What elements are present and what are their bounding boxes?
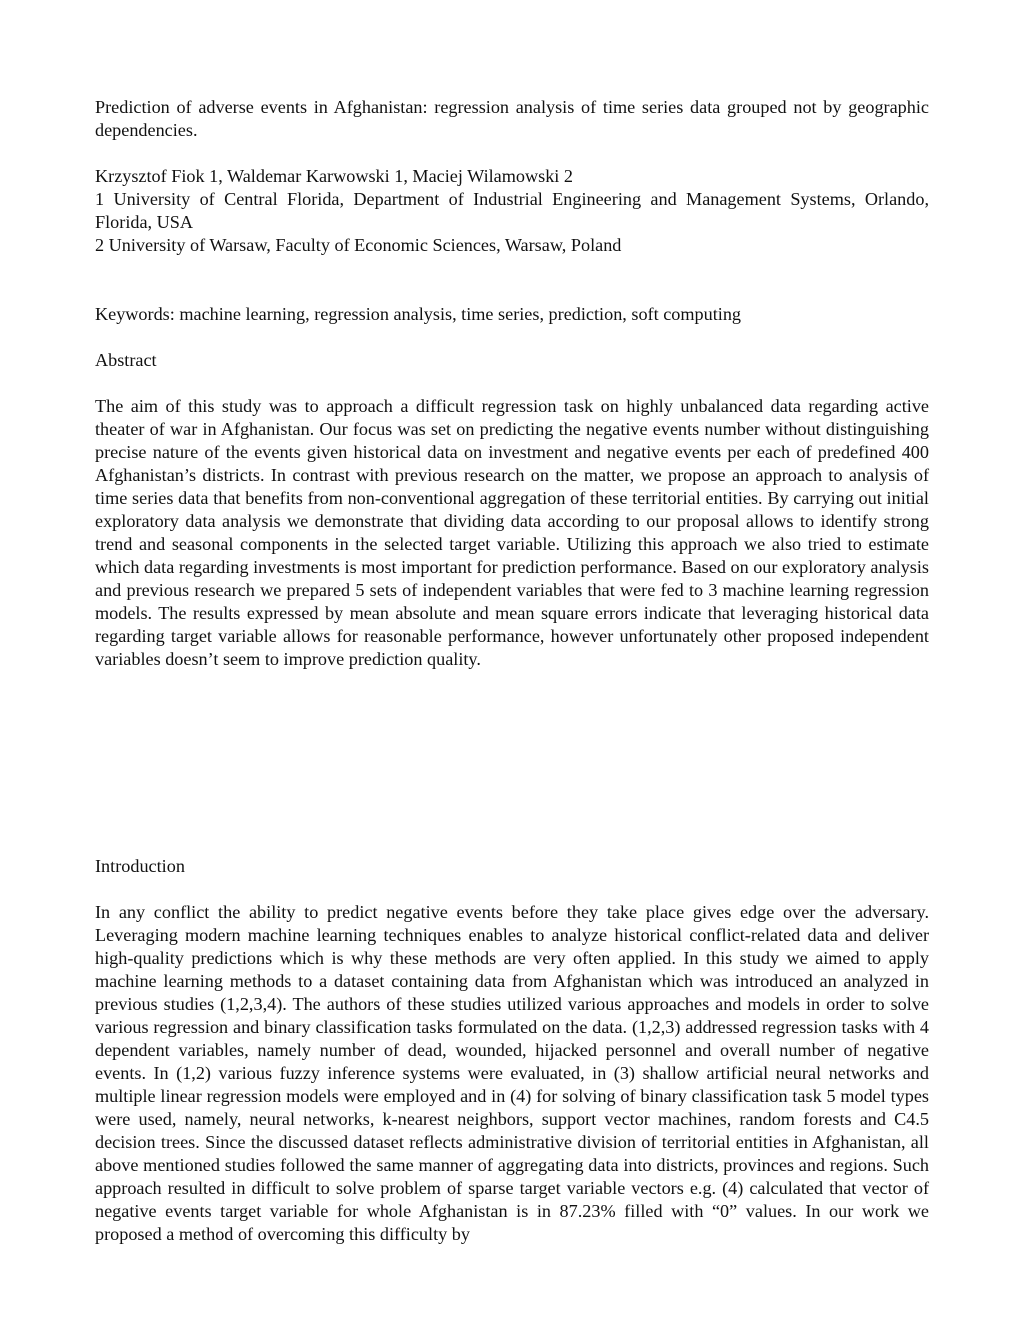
spacer	[95, 878, 929, 901]
paper-title: Prediction of adverse events in Afghanistan: regression analysis of time series data grouped not by geographic dependencies.	[95, 97, 929, 140]
spacer	[95, 326, 929, 349]
abstract-heading: Abstract	[95, 350, 157, 370]
spacer	[95, 372, 929, 395]
author-list: Krzysztof Fiok 1, Waldemar Karwowski 1, Maciej Wilamowski 2	[95, 166, 573, 186]
spacer	[95, 763, 929, 855]
affiliation-1: 1 University of Central Florida, Department of Industrial Engineering and Management Systems, Orlando, Florida, USA	[95, 189, 929, 232]
affiliation-2: 2 University of Warsaw, Faculty of Economic Sciences, Warsaw, Poland	[95, 235, 622, 255]
abstract-text: The aim of this study was to approach a difficult regression task on highly unbalanced data regarding active theater of war in Afghanistan. Our focus was set on predicting the negative events number without distinguishing precise nature of the events given historical data on investment and negative events per each of predefined 400 Afghanistan’s districts. In contrast with previous research on the matter, we propose an approach to analysis of time series data that benefits from non-conventional aggregation of these territorial entities. By carrying out initial exploratory data analysis we demonstrate that dividing data according to our proposal allows to identify strong trend and seasonal components in the selected target variable. Utilizing this approach we also tried to estimate which data regarding investments is most important for prediction performance. Based on our exploratory analysis and previous research we prepared 5 sets of independent variables that were fed to 3 machine learning regression models. The results expressed by mean absolute and mean square errors indicate that leveraging historical data regarding target variable allows for reasonable performance, however unfortunately other proposed independent variables doesn’t seem to improve prediction quality.	[95, 396, 929, 669]
introduction-heading: Introduction	[95, 856, 185, 876]
spacer	[95, 257, 929, 303]
introduction-text: In any conflict the ability to predict negative events before they take place gives edge over the adversary. Leveraging modern machine learning techniques enables to analyze historical conflict-related data and deliver high-quality predictions which is why these methods are very often applied. In this study we aimed to apply machine learning methods to a dataset containing data from Afghanistan which was introduced an analyzed in previous studies (1,2,3,4). The authors of these studies utilized various approaches and models in order to solve various regression and binary classification tasks formulated on the data. (1,2,3) addressed regression tasks with 4 dependent variables, namely number of dead, wounded, hijacked personnel and overall number of negative events. In (1,2) various fuzzy inference systems were evaluated, in (3) shallow artificial neural networks and multiple linear regression models were employed and in (4) for solving of binary classification task 5 model types were used, namely, neural networks, k-nearest neighbors, support vector machines, random forests and C4.5 decision trees. Since the discussed dataset reflects administrative division of territorial entities in Afghanistan, all above mentioned studies followed the same manner of aggregating data into districts, provinces and regions. Such approach resulted in difficult to solve problem of sparse target variable vectors e.g. (4) calculated that vector of negative events target variable for whole Afghanistan is in 87.23% filled with “0” values. In our work we proposed a method of overcoming this difficulty by	[95, 902, 929, 1244]
keywords: Keywords: machine learning, regression analysis, time series, prediction, soft computing	[95, 304, 742, 324]
spacer	[95, 142, 929, 165]
paper-page	[95, 96, 929, 1246]
spacer	[95, 671, 929, 763]
